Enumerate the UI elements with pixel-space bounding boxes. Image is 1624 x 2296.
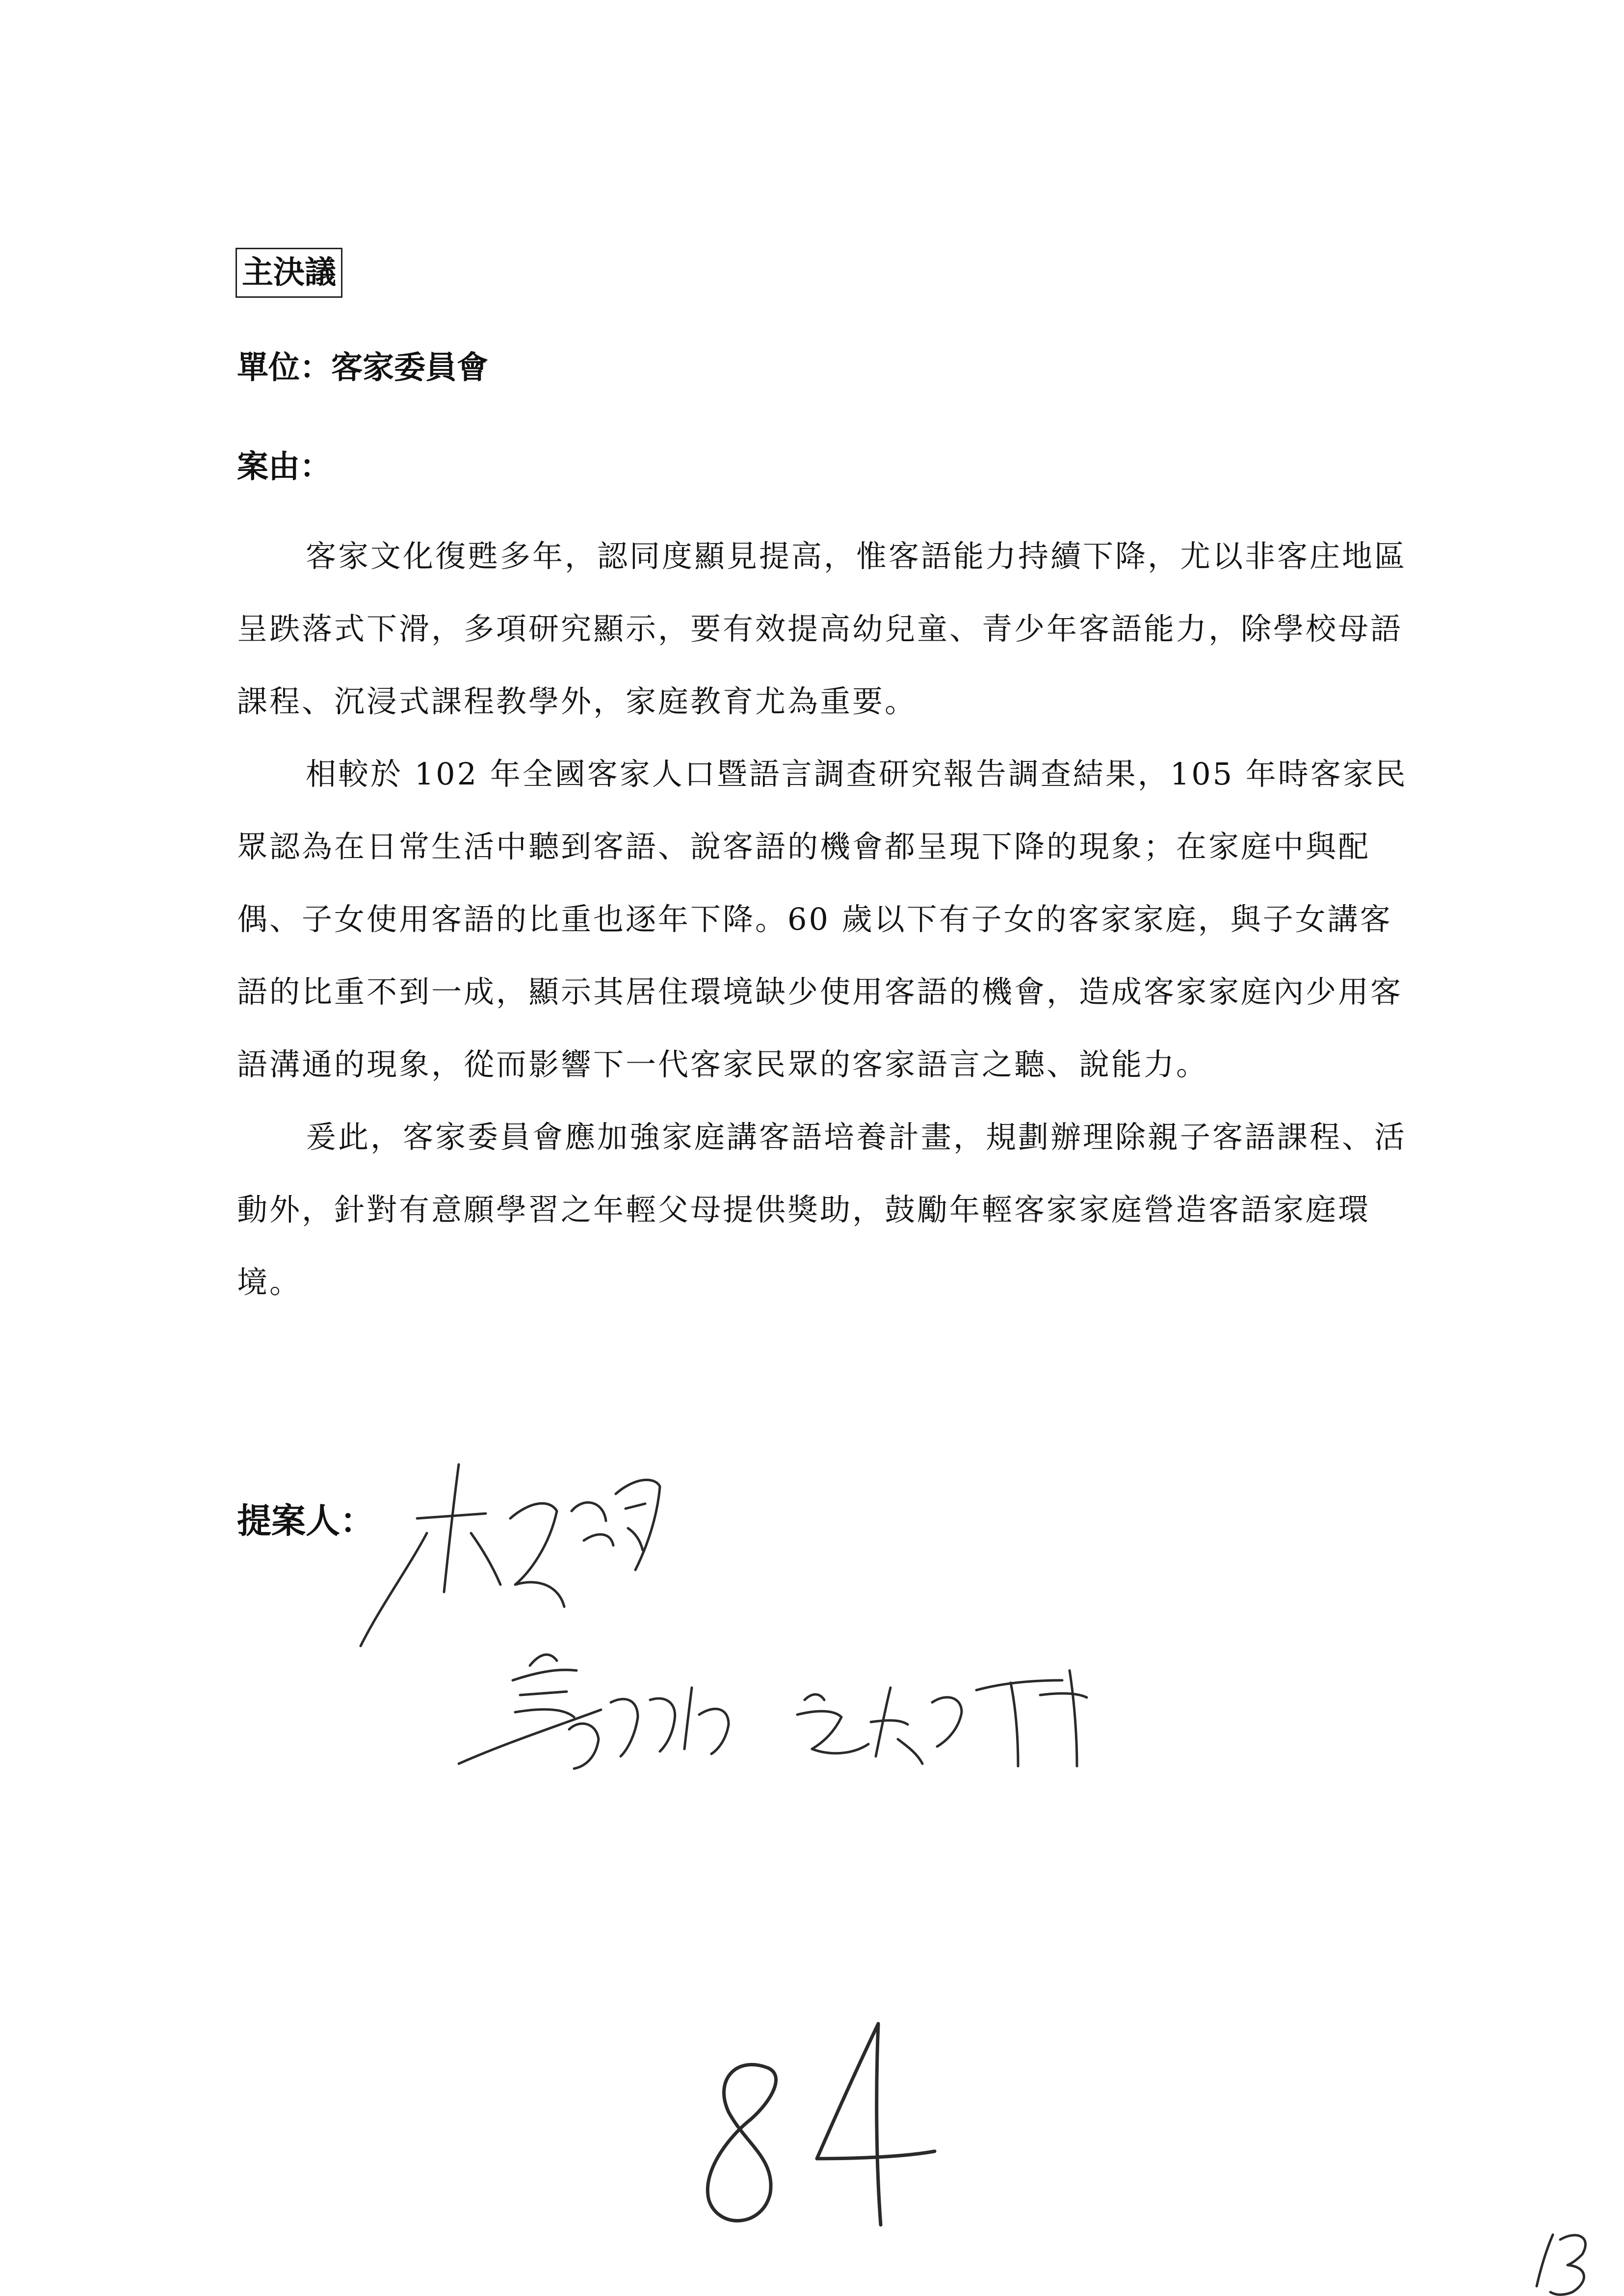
paragraph-3: 爰此，客家委員會應加強家庭講客語培養計畫，規劃辦理除親子客語課程、活動外，針對有意願學習之年輕父母提供獎助，鼓勵年輕客家家庭營造客語家庭環境。 (237, 1119, 1407, 1300)
signature-2 (459, 1655, 729, 1769)
handwritten-page-number (707, 2024, 935, 2225)
resolution-type-box: 主決議 (236, 248, 342, 298)
paragraph-2: 相較於 102 年全國客家人口暨語言調查研究報告調查結果，105 年時客家民眾認為在日常生活中聽到客語、說客語的機會都呈現下降的現象；在家庭中與配偶、子女使用客語的比重也逐年下降。60 歲以下有子女的客家家庭，與子女講客語的比重不到一成，顯示其居住環境缺少使用客語的機會，造成客家家庭內少用客語溝通的現象，從而影響下一代客家民眾的客家語言之聽、說能力。 (237, 756, 1408, 1082)
reason-label: 案由： (237, 448, 331, 485)
signature-3 (797, 1670, 1087, 1766)
proposer-label: 提案人： (237, 1500, 374, 1541)
signature-1 (361, 1464, 660, 1646)
paragraph-1: 客家文化復甦多年，認同度顯見提高，惟客語能力持續下降，尤以非客庄地區呈跌落式下滑，多項研究顯示，要有效提高幼兒童、青少年客語能力，除學校母語課程、沉浸式課程教學外，家庭教育尤為重要。 (237, 538, 1407, 719)
body-text (237, 520, 1424, 1319)
unit-line: 單位：客家委員會 (237, 349, 488, 386)
corner-mark (1537, 2235, 1585, 2295)
